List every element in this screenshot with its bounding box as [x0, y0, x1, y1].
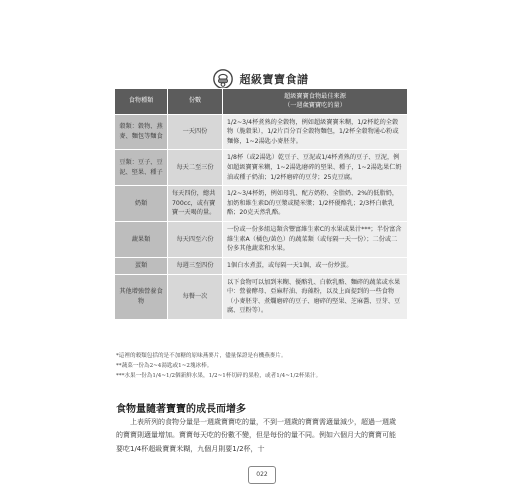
row-servings: 每週三至四份 [168, 257, 223, 274]
row-sources: 1/2~3/4杯煮熟的全穀物，例如超級寶寶米糊，1/2杯乾的全穀物（脆穀果），1/2片百分百全穀物麵包，1/2杯全穀物通心粉或麵條，1~2湯匙小麥胚芽。 [223, 114, 408, 150]
table-row [115, 274, 408, 319]
footnote: ***水果一份為1/4~1/2個新鮮水果，1/2~1杯切碎的果粒，或者1/4~1/2杯果汁。 [116, 372, 322, 379]
pacifier-icon [212, 68, 234, 90]
row-servings: 每餐一次 [168, 274, 223, 319]
row-category: 穀類：穀物、燕麥、麵包等麵食 [115, 114, 168, 150]
table-row [115, 257, 408, 274]
row-sources: 1/8杯（或2湯匙）乾豆子、豆泥或1/4杯煮熟的豆子、豆泥，例如超級寶寶米糊，1~2湯匙磨碎的堅果、種子，1~2湯匙果仁奶油或種子奶油；1/2杯磨碎的豆芽；25克豆腐。 [223, 150, 408, 186]
table-row [115, 222, 408, 258]
page-title: 超級寶寶食譜 [239, 73, 309, 86]
food-table [114, 88, 408, 320]
header-sources-main: 超級寶寶食物最佳來源 [284, 93, 346, 100]
page-number: 022 [248, 466, 276, 484]
row-category: 蛋類 [115, 257, 168, 274]
table-row [115, 150, 408, 186]
header-servings: 份數 [168, 89, 223, 115]
row-sources: 1/2~3/4杯奶，例如母乳、配方奶粉、全脂奶、2%的低脂奶，加奶和維生素D的豆漿或糙米漿；1/2杯優酪乳；2/3杯白軟乳酪；20克天然乳酪。 [223, 186, 408, 222]
body-paragraph: 上表所列的食物分量是一週歲寶寶吃的量，不到一週歲的寶寶需適量減少，超過一週歲的寶寶則適量增加。寶寶每天吃的份數不變，但是每份的量不同。例如六個月大的寶寶可能要吃1/4杯超級寶寶米糊，九個月則要1/2杯，十 [116, 418, 396, 453]
row-servings: 每天四份，總共700cc，或有寶寶一天喝的量。 [168, 186, 223, 222]
section-title: 食物量隨著寶寶的成長而增多 [116, 404, 246, 415]
header-sources-sub: （一週歲寶寶吃的量） [284, 102, 346, 110]
row-sources: 1個白水煮蛋，或每隔一天1個，或一份炒蛋。 [223, 257, 408, 274]
header-sources [223, 89, 408, 115]
title-row [0, 68, 520, 90]
table-row [115, 114, 408, 150]
row-sources: 一份或一份多組這類含豐富維生素C的水果或果汁***；半份富含維生素A（橘色/黃色）的蔬菜類（或每隔一天一份）；二份或二份多其他蔬菜和水果。 [223, 222, 408, 258]
table-header-row [115, 89, 408, 115]
row-servings: 每天二至三份 [168, 150, 223, 186]
row-servings: 每天四至六份 [168, 222, 223, 258]
row-category: 蔬果類 [115, 222, 168, 258]
footnote: **蔬菜一份為2~4湯匙或1~2塊冰棒。 [116, 362, 213, 369]
row-servings: 一天四份 [168, 114, 223, 150]
header-category: 食物種類 [115, 89, 168, 115]
footnotes [116, 352, 416, 381]
row-category: 豆類：豆子、豆泥、堅果、種子 [115, 150, 168, 186]
body-text [116, 416, 402, 456]
table-row [115, 186, 408, 222]
footnote: *這裡的穀類包括的是不加糖的原味燕麥片，儘量保證是有機燕麥片。 [116, 353, 287, 359]
row-sources: 以下食物可以加到米糊、優酪乳、白軟乳酪、麵碎的蔬菜或水果中：營養酵母、亞麻籽油、海藻粉，以及上面提到的一些食物（小麥胚芽、煮爛磨碎的豆子、磨碎的堅果、芝麻醬、豆芽、豆腐、豆粉等）。 [223, 274, 408, 319]
row-category: 奶類 [115, 186, 168, 222]
row-category: 其他增強營養食物 [115, 274, 168, 319]
